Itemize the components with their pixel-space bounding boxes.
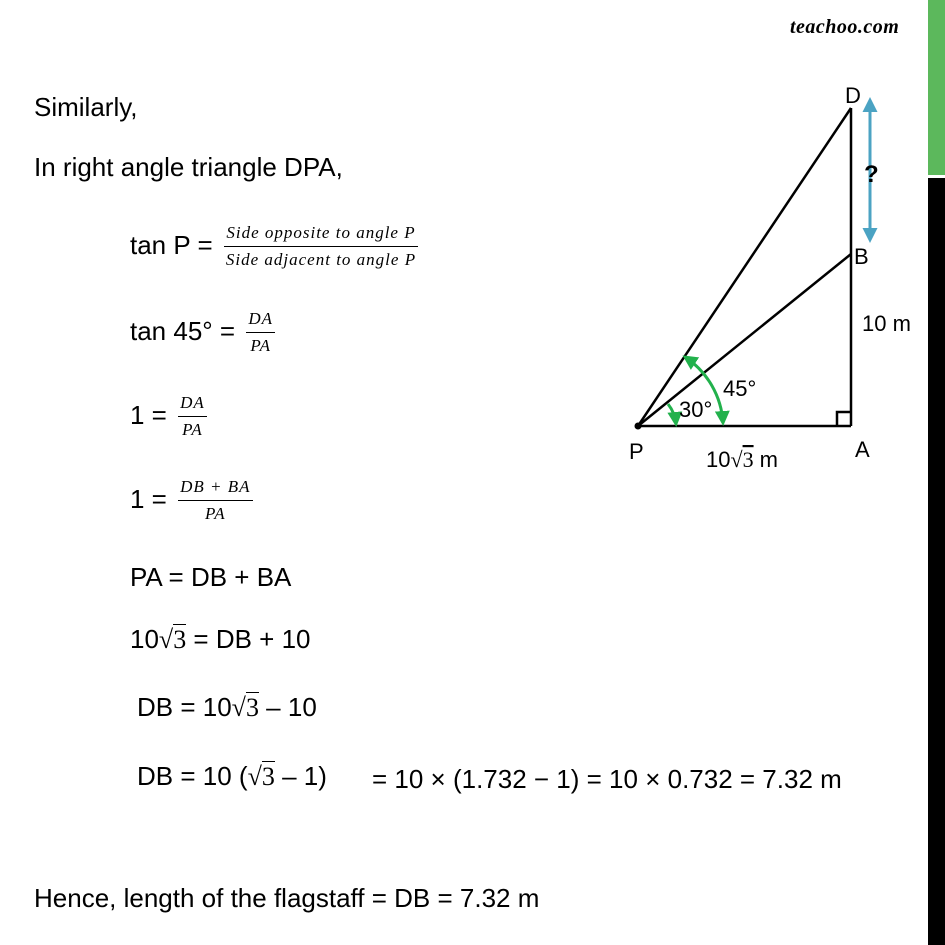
label-p: P — [629, 439, 644, 464]
side-pa-length — [706, 447, 778, 472]
side-pa-radicand: 3 — [742, 447, 754, 472]
arc-30 — [668, 404, 676, 424]
teachoo-logo: teachoo.com — [790, 16, 900, 38]
db2-post: – 1) — [274, 761, 327, 791]
db1-post: – 10 — [258, 692, 317, 722]
root-eq-coef: 10 — [130, 624, 159, 654]
sqrt-symbol: √ — [231, 693, 246, 722]
tan-p-lhs: tan P = — [130, 229, 213, 260]
db2-pre: DB = 10 ( — [137, 761, 248, 791]
side-pa-coef: 10 — [706, 447, 731, 472]
db1-radicand: 3 — [245, 693, 259, 722]
similarly-text: Similarly, — [34, 92, 138, 122]
root-eq-radicand: 3 — [173, 625, 187, 654]
point-p — [635, 423, 642, 430]
conclusion-text: Hence, length of the flagstaff = DB = 7.32 m — [34, 883, 540, 913]
tan-45-numerator: DA — [246, 309, 275, 333]
tan-p-denominator: Side adjacent to angle P — [225, 250, 417, 270]
db1-pre: DB = 10 — [137, 692, 232, 722]
triangle-intro-text: In right angle triangle DPA, — [34, 152, 343, 182]
db-calculation: = 10 × (1.732 − 1) = 10 × 0.732 = 7.32 m — [372, 764, 842, 794]
sqrt-symbol: √ — [158, 625, 174, 654]
question-mark: ? — [864, 161, 879, 188]
one-a-numerator: DA — [178, 393, 207, 417]
one-b-lhs: 1 = — [130, 483, 167, 514]
right-angle-mark — [837, 412, 851, 426]
label-a: A — [855, 437, 870, 462]
angle-30-label: 30° — [679, 397, 713, 422]
label-b: B — [854, 244, 869, 269]
pa-equation: PA = DB + BA — [130, 562, 292, 592]
tan-p-numerator: Side opposite to angle P — [224, 223, 417, 247]
angle-45-label: 45° — [723, 376, 757, 401]
sqrt-symbol: √ — [730, 447, 743, 472]
tan-45-lhs: tan 45° = — [130, 315, 236, 346]
one-b-numerator: DB + BA — [178, 477, 252, 501]
root-eq-rest: = DB + 10 — [186, 624, 311, 654]
tan-45-denominator: PA — [250, 336, 271, 356]
side-ba-length: 10 m — [862, 311, 911, 336]
side-pa-unit: m — [753, 447, 779, 472]
one-a-denominator: PA — [182, 420, 203, 440]
sqrt-symbol: √ — [247, 762, 262, 791]
one-a-lhs: 1 = — [130, 399, 167, 430]
one-b-denominator: PA — [205, 504, 226, 524]
db2-radicand: 3 — [261, 762, 275, 791]
label-d: D — [845, 83, 861, 108]
